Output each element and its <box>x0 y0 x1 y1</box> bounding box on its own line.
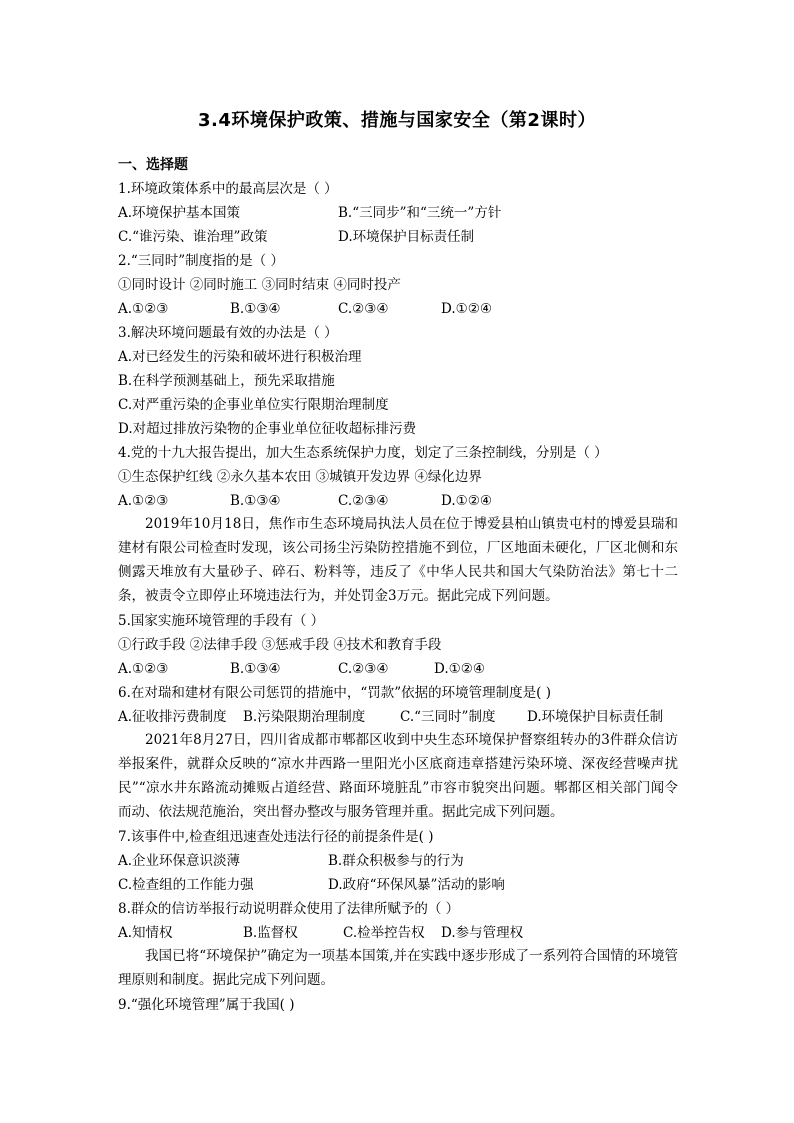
question-7-option-d: D.政府“环保风暴”活动的影响 <box>328 877 505 893</box>
question-3-option-b: B.在科学预测基础上，预先采取措施 <box>118 373 335 389</box>
question-2-option-b: B.①③④ <box>230 301 281 317</box>
question-5-option-c: C.②③④ <box>338 661 389 677</box>
question-8-option-b: B.监督权 <box>243 925 298 941</box>
question-5-option-d: D.①②④ <box>434 661 485 677</box>
question-1-option-d: D.环境保护目标责任制 <box>338 229 475 245</box>
question-3-option-c: C.对严重污染的企事业单位实行限期治理制度 <box>118 397 389 413</box>
question-2-option-d: D.①②④ <box>441 301 492 317</box>
question-5-option-a: A.①②③ <box>118 661 169 677</box>
reading-passage-1: 2019年10月18日，焦作市生态环境局执法人员在位于博爱县柏山镇贵屯村的博爱县瑞和建材有限公司检查时发现，该公司扬尘污染防控措施不到位，厂区地面未硬化，厂区北侧和东侧露天堆放有大量砂子、碎石、粉料等，违反了《中华人民共和国大气染防治法》第七十二条，被责令立即停止环境违法行为，并处罚金3万元。据此完成下列问题。 <box>118 516 678 604</box>
question-6-option-d: D.环境保护目标责任制 <box>527 709 664 725</box>
question-7-stem: 7.该事件中,检查组迅速查处违法行径的前提条件是( ) <box>118 829 434 845</box>
question-5-stem: 5.国家实施环境管理的手段有（ ） <box>118 613 325 629</box>
question-4-option-d: D.①②④ <box>441 493 492 509</box>
question-2-option-a: A.①②③ <box>118 301 169 317</box>
reading-passage-2: 2021年8月27日，四川省成都市郫都区收到中央生态环境保护督察组转办的3件群众信访举报案件，就群众反映的“凉水井西路一里阳光小区底商违章搭建污染环境、深夜经营噪声扰民”“凉水井东路流动摊贩占道经营、路面环境脏乱”市容市貌突出问题。郫都区相关部门闻令而动、依法规范施治，突出督办整改与服务管理并重。据此完成下列问题。 <box>118 732 678 820</box>
question-3-option-d: D.对超过排放污染物的企事业单位征收超标排污费 <box>118 421 417 437</box>
question-6-stem: 6.在对瑞和建材有限公司惩罚的措施中，“罚款”依据的环境管理制度是( ) <box>118 685 552 701</box>
question-4-items: ①生态保护红线 ②永久基本农田 ③城镇开发边界 ④绿化边界 <box>118 469 482 485</box>
question-4-stem: 4.党的十九大报告提出，加大生态系统保护力度，划定了三条控制线，分别是（ ） <box>118 445 608 461</box>
question-8-option-c: C.检举控告权 <box>343 925 425 941</box>
question-6-option-c: C.“三同时”制度 <box>400 709 496 725</box>
reading-passage-3: 我国已将“环境保护”确定为一项基本国策,并在实践中逐步形成了一系列符合国情的环境管理原则和制度。据此完成下列问题。 <box>118 948 678 988</box>
section-heading: 一、选择题 <box>118 157 188 173</box>
question-6-option-a: A.征收排污费制度 <box>118 709 227 725</box>
question-5-option-b: B.①③④ <box>230 661 281 677</box>
question-4-option-b: B.①③④ <box>230 493 281 509</box>
question-1-option-b: B.“三同步”和“三统一”方针 <box>338 205 502 221</box>
question-1-stem: 1.环境政策体系中的最高层次是（ ） <box>118 181 338 197</box>
question-9-stem: 9.“强化环境管理”属于我国( ) <box>118 997 295 1013</box>
question-7-option-c: C.检查组的工作能力强 <box>118 877 254 893</box>
question-2-stem: 2.“三同时”制度指的是（ ） <box>118 253 284 269</box>
question-8-stem: 8.群众的信访举报行动说明群众使用了法律所赋予的（ ） <box>118 901 460 917</box>
question-3-option-a: A.对已经发生的污染和破坏进行积极治理 <box>118 349 362 365</box>
question-8-option-d: D.参与管理权 <box>441 925 524 941</box>
question-3-stem: 3.解决环境问题最有效的办法是（ ） <box>118 325 338 341</box>
question-1-option-a: A.环境保护基本国策 <box>118 205 241 221</box>
question-6-option-b: B.污染限期治理制度 <box>243 709 366 725</box>
question-7-option-b: B.群众积极参与的行为 <box>328 853 464 869</box>
question-2-items: ①同时设计 ②同时施工 ③同时结束 ④同时投产 <box>118 277 401 293</box>
question-7-option-a: A.企业环保意识淡薄 <box>118 853 241 869</box>
page-title: 3.4环境保护政策、措施与国家安全（第2课时） <box>198 110 596 131</box>
question-4-option-c: C.②③④ <box>338 493 389 509</box>
question-1-option-c: C.“谁污染、谁治理”政策 <box>118 229 268 245</box>
question-5-items: ①行政手段 ②法律手段 ③惩戒手段 ④技术和教育手段 <box>118 637 442 653</box>
question-2-option-c: C.②③④ <box>338 301 389 317</box>
question-4-option-a: A.①②③ <box>118 493 169 509</box>
question-8-option-a: A.知情权 <box>118 925 173 941</box>
